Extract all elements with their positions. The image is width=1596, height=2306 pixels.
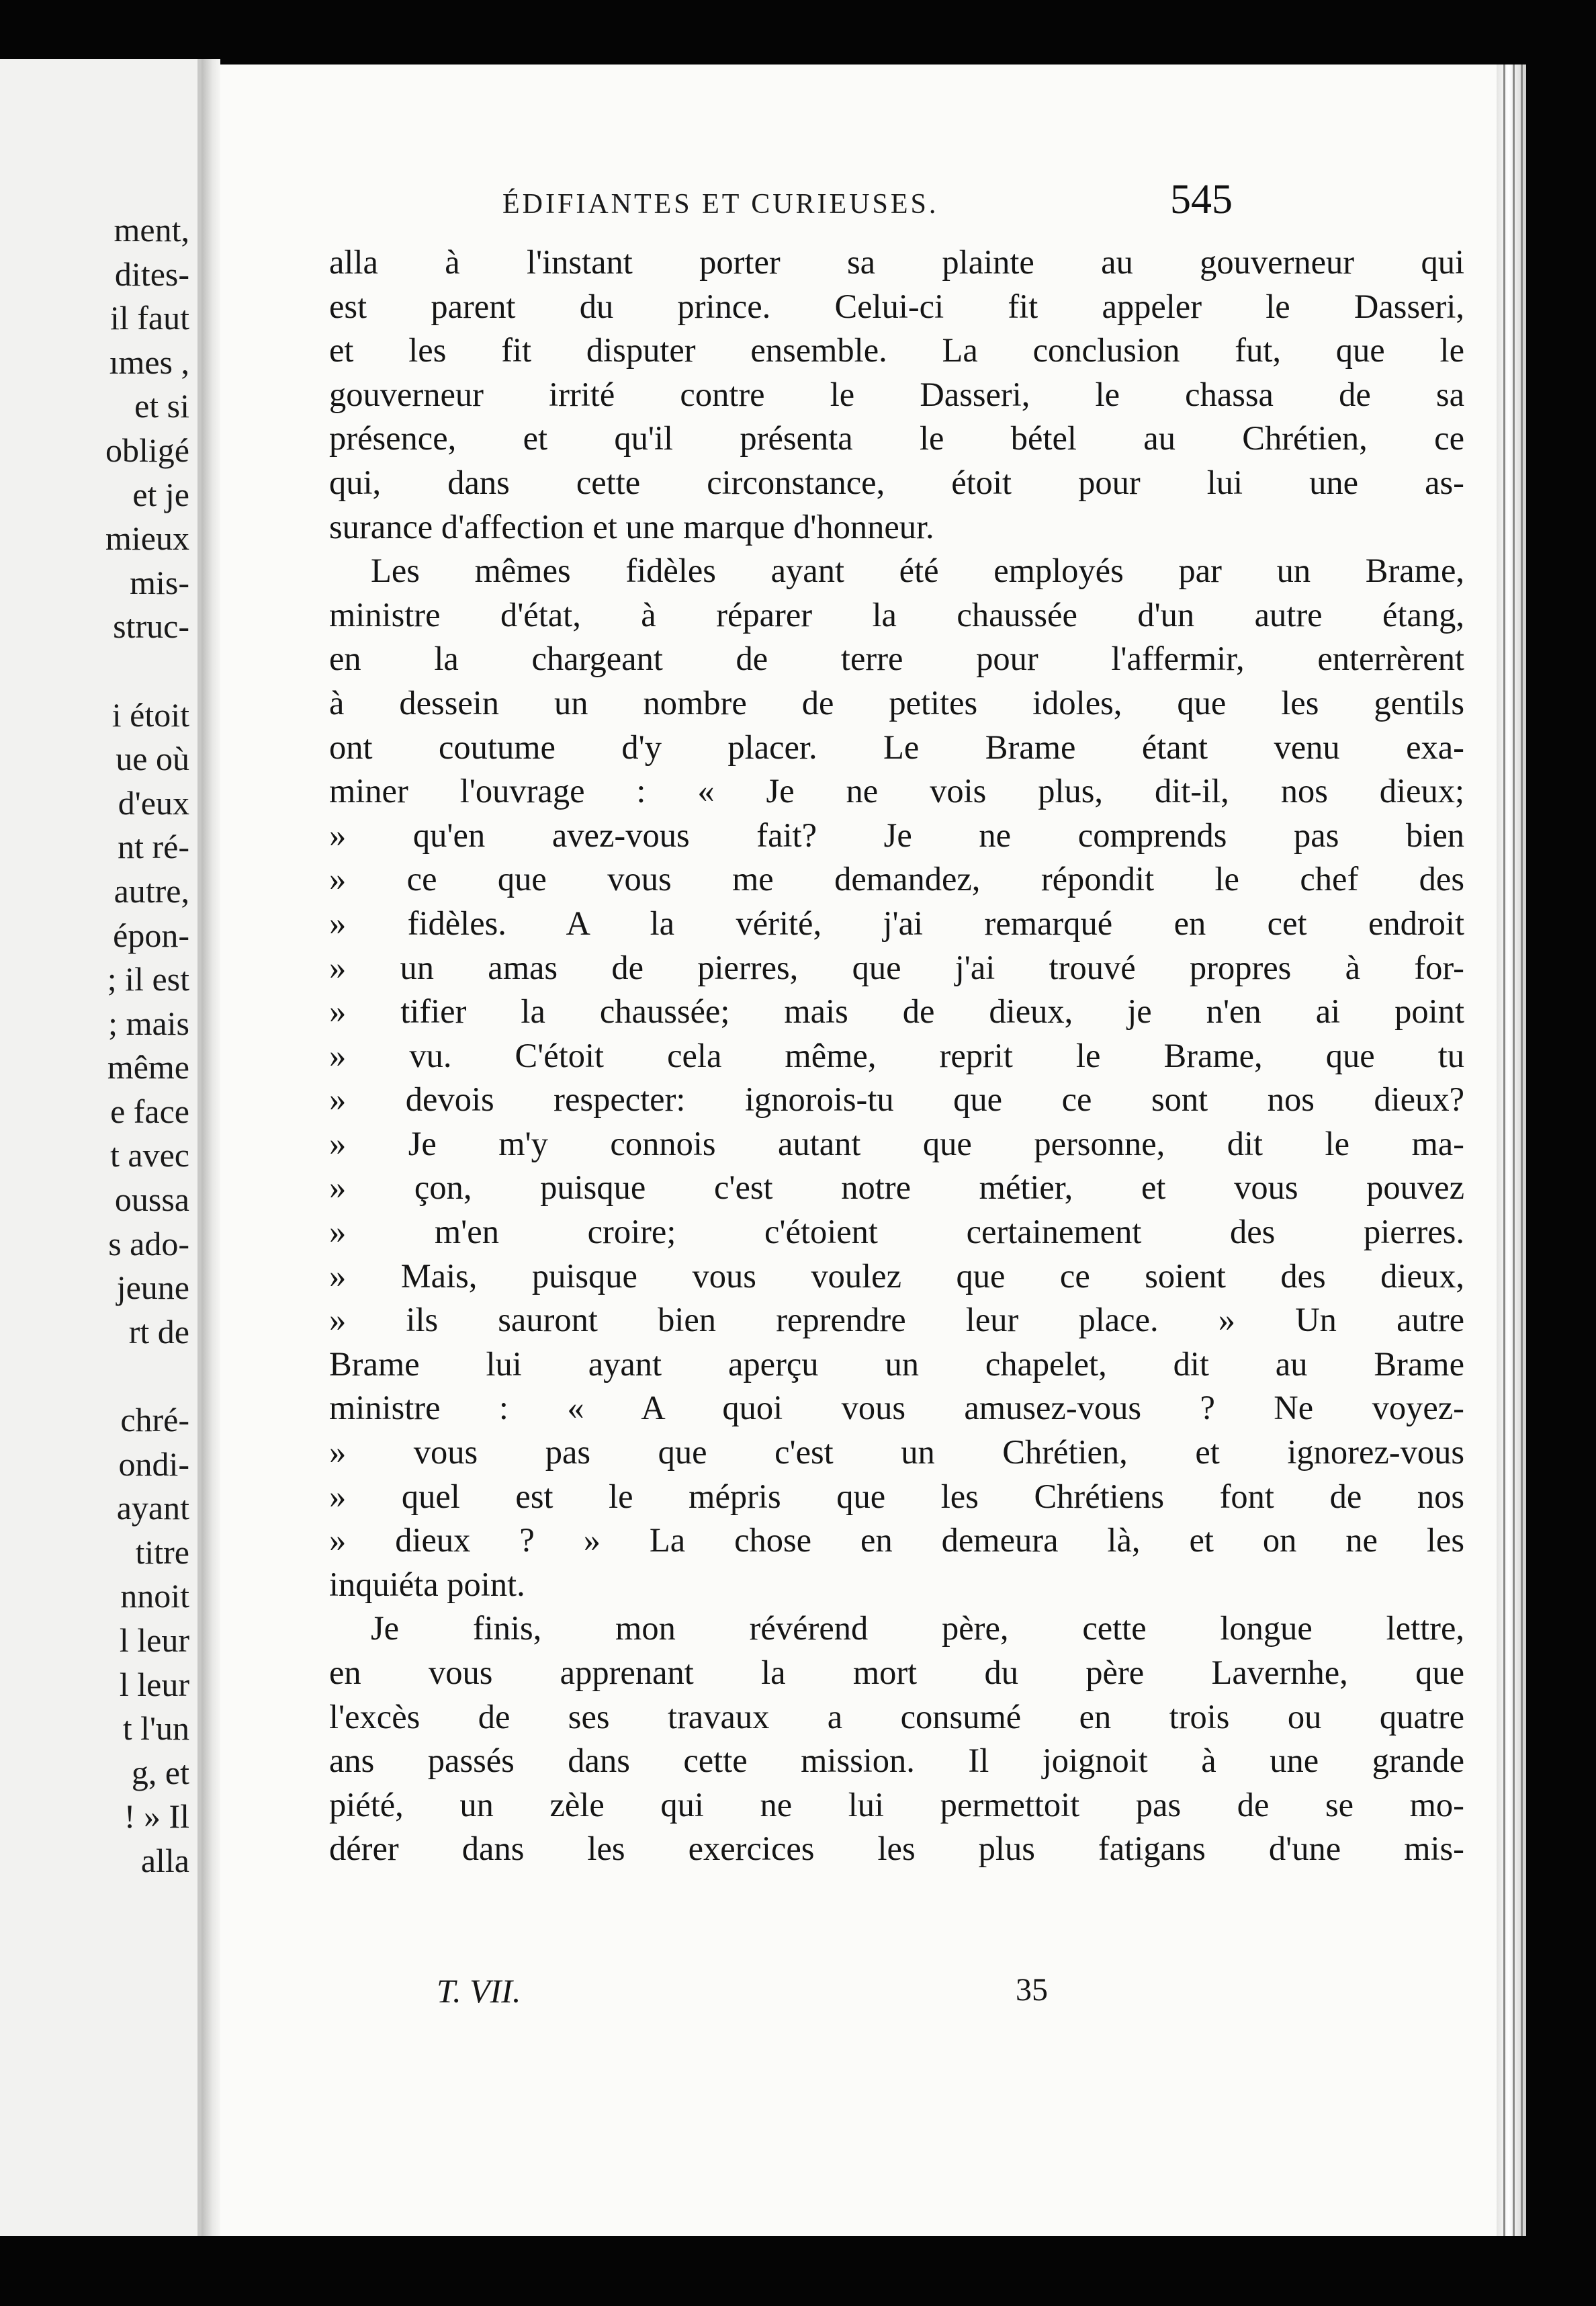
facing-page-line: rt de bbox=[128, 1312, 189, 1351]
facing-page-line: e face bbox=[110, 1092, 189, 1130]
text-line: » fidèles. A la vérité, j'ai remarqué en cet endroit bbox=[329, 904, 1464, 942]
text-line: » Je m'y connois autant que personne, dit le ma- bbox=[329, 1124, 1464, 1162]
facing-page-line: ! » Il bbox=[124, 1797, 189, 1836]
page-number: 545 bbox=[1170, 177, 1233, 222]
text-line: » dieux ? » La chose en demeura là, et on ne les bbox=[329, 1521, 1464, 1560]
text-line: » quel est le mépris que les Chrétiens font de nos bbox=[329, 1477, 1464, 1515]
text-line: » vous pas que c'est un Chrétien, et ignorez-vous bbox=[329, 1433, 1464, 1471]
facing-page-line: ue où bbox=[116, 740, 189, 778]
book-page bbox=[220, 65, 1497, 2236]
facing-page-line: i étoit bbox=[112, 695, 189, 734]
text-line: piété, un zèle qui ne lui permettoit pas de se mo- bbox=[329, 1785, 1464, 1824]
facing-page-line: mis- bbox=[130, 563, 189, 601]
text-line: » vu. C'étoit cela même, reprit le Brame, que tu bbox=[329, 1036, 1464, 1074]
text-line: miner l'ouvrage : « Je ne vois plus, dit-il, nos dieux; bbox=[329, 772, 1464, 810]
text-line: qui, dans cette circonstance, étoit pour lui une as- bbox=[329, 463, 1464, 501]
facing-page-line: obligé bbox=[105, 431, 189, 469]
text-line: gouverneur irrité contre le Dasseri, le chassa de sa bbox=[329, 375, 1464, 413]
text-line: dérer dans les exercices les plus fatigans d'une mis- bbox=[329, 1830, 1464, 1868]
text-line: » m'en croire; c'étoient certainement des pierres. bbox=[329, 1213, 1464, 1251]
facing-page-line: ımes , bbox=[109, 343, 189, 381]
text-line: ministre : « A quoi vous amusez-vous ? Ne voyez- bbox=[329, 1389, 1464, 1427]
facing-page-line: ayant bbox=[116, 1489, 189, 1527]
facing-page-line: nt ré- bbox=[118, 828, 189, 866]
facing-page-line bbox=[105, 1354, 189, 1398]
volume-signature: T. VII. bbox=[437, 1972, 521, 2010]
page-footer bbox=[220, 1971, 1497, 2018]
facing-page-line: nnoit bbox=[120, 1577, 189, 1615]
facing-page-line: g, et bbox=[131, 1753, 189, 1791]
text-line: est parent du prince. Celui-ci fit appeler le Dasseri, bbox=[329, 287, 1464, 325]
facing-page-line: t avec bbox=[110, 1136, 189, 1175]
text-line: » ce que vous me demandez, répondit le chef des bbox=[329, 860, 1464, 898]
facing-page-line: jeune bbox=[116, 1269, 189, 1307]
text-line: Je finis, mon révérend père, cette longue lettre, bbox=[371, 1609, 1464, 1648]
text-line: » Mais, puisque vous voulez que ce soient des dieux, bbox=[329, 1256, 1464, 1295]
text-line: l'excès de ses travaux a consumé en trois ou quatre bbox=[329, 1697, 1464, 1736]
page-edge-line bbox=[1513, 65, 1515, 2236]
facing-page-line: mieux bbox=[105, 519, 189, 558]
facing-page-left bbox=[0, 59, 202, 2236]
facing-page-line: l leur bbox=[119, 1621, 189, 1659]
page-edge-line bbox=[1503, 65, 1505, 2236]
text-line: ans passés dans cette mission. Il joignoit à une grande bbox=[329, 1742, 1464, 1780]
facing-page-line: struc- bbox=[113, 607, 189, 646]
text-line: » un amas de pierres, que j'ai trouvé propres à for- bbox=[329, 948, 1464, 986]
facing-page-line: chré- bbox=[120, 1401, 189, 1439]
text-line: en vous apprenant la mort du père Lavernhe, que bbox=[329, 1654, 1464, 1691]
text-line: présence, et qu'il présenta le bétel au Chrétien, ce bbox=[329, 419, 1464, 458]
running-title: ÉDIFIANTES ET CURIEUSES. bbox=[502, 189, 939, 220]
page-stack-edge bbox=[1497, 65, 1526, 2236]
text-line: inquiéta point. bbox=[329, 1565, 525, 1603]
facing-page-line: t l'un bbox=[122, 1709, 189, 1748]
facing-page-line: ment, bbox=[114, 211, 189, 249]
text-line: ministre d'état, à réparer la chaussée d'un autre étang, bbox=[329, 595, 1464, 634]
text-line: ont coutume d'y placer. Le Brame étant venu exa- bbox=[329, 728, 1464, 766]
facing-page-text bbox=[105, 208, 189, 1883]
text-line: à dessein un nombre de petites idoles, que les gentils bbox=[329, 683, 1464, 722]
facing-page-line: titre bbox=[135, 1533, 189, 1571]
facing-page-line: alla bbox=[140, 1841, 189, 1879]
text-line: » devois respecter: ignorois-tu que ce sont nos dieux? bbox=[329, 1080, 1464, 1119]
page-edge-line bbox=[1521, 65, 1523, 2236]
facing-page-line: et je bbox=[132, 475, 189, 513]
text-line: Brame lui ayant aperçu un chapelet, dit au Brame bbox=[329, 1344, 1464, 1383]
book-gutter bbox=[202, 59, 220, 2236]
facing-page-line: oussa bbox=[114, 1181, 189, 1219]
text-line: et les fit disputer ensemble. La conclusion fut, que le bbox=[329, 331, 1464, 370]
text-line: alla à l'instant porter sa plainte au gouverneur qui bbox=[329, 243, 1464, 281]
facing-page-line: ondi- bbox=[118, 1445, 189, 1483]
facing-page-line: l leur bbox=[119, 1665, 189, 1703]
facing-page-line: ; mais bbox=[108, 1004, 189, 1042]
facing-page-line: ; il est bbox=[107, 960, 189, 998]
facing-page-line bbox=[105, 649, 189, 693]
facing-page-line: et si bbox=[134, 387, 189, 425]
text-line: Les mêmes fidèles ayant été employés par un Brame, bbox=[371, 552, 1464, 590]
facing-page-line: épon- bbox=[113, 916, 189, 954]
facing-page-line: il faut bbox=[109, 299, 189, 337]
facing-page-line: même bbox=[107, 1048, 189, 1086]
facing-page-line: dites- bbox=[114, 255, 189, 293]
sheet-number: 35 bbox=[1016, 1972, 1048, 2008]
text-line: » qu'en avez-vous fait? Je ne comprends pas bien bbox=[329, 816, 1464, 854]
facing-page-line: autre, bbox=[114, 871, 189, 910]
text-line: » tifier la chaussée; mais de dieux, je n'en ai point bbox=[329, 992, 1464, 1031]
text-line: en la chargeant de terre pour l'affermir, enterrèrent bbox=[329, 640, 1464, 678]
page-body-text bbox=[329, 241, 1464, 1871]
text-line: » ils sauront bien reprendre leur place. » Un autre bbox=[329, 1301, 1464, 1339]
text-line: » çon, puisque c'est notre métier, et vous pouvez bbox=[329, 1168, 1464, 1207]
facing-page-line: s ado- bbox=[108, 1224, 189, 1263]
running-head bbox=[220, 176, 1497, 230]
facing-page-line: d'eux bbox=[118, 783, 189, 822]
text-line: surance d'affection et une marque d'honneur. bbox=[329, 507, 934, 546]
